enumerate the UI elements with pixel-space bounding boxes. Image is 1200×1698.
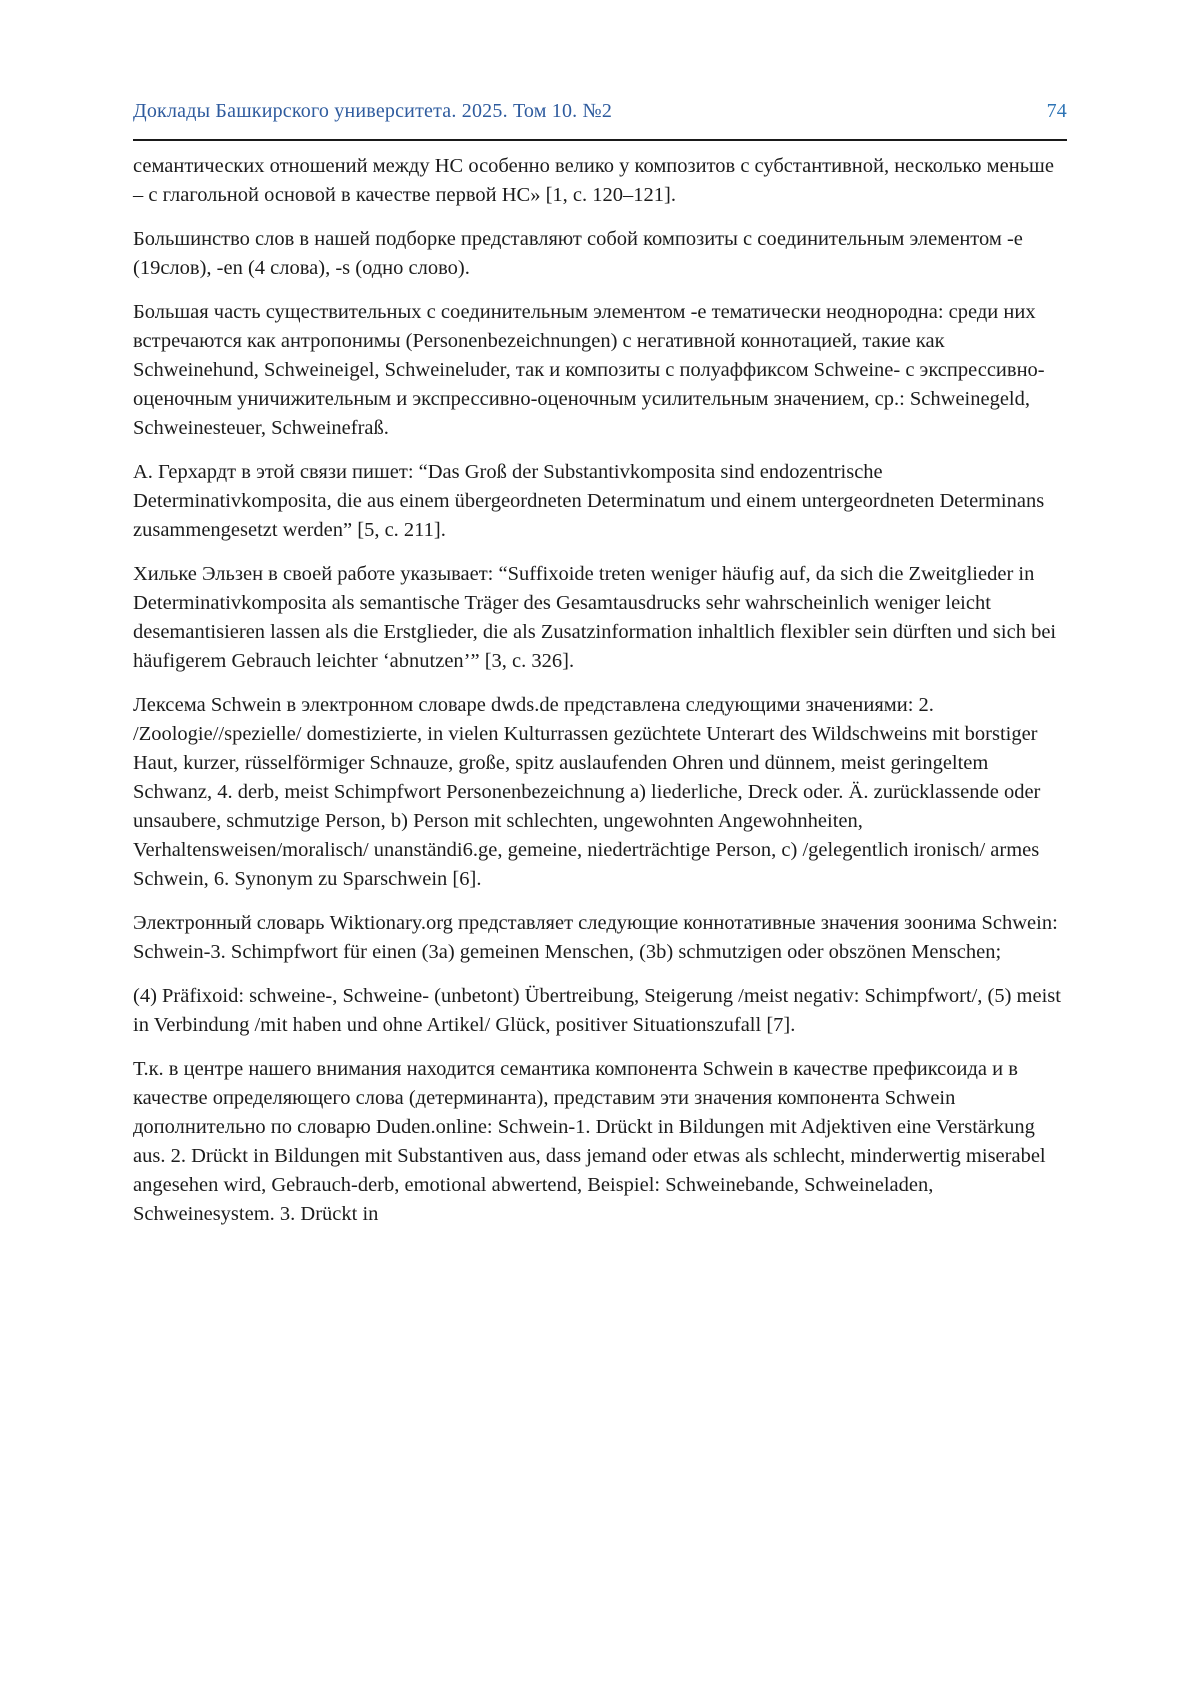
paragraph-2: Большинство слов в нашей подборке представляют собой композиты с соединительным элементом -е (19слов), -en (4 слова), -s (одно слово). bbox=[133, 228, 1023, 279]
page-header bbox=[133, 100, 1067, 123]
paragraph-1: семантических отношений между НС особенно велико у композитов с субстантивной, несколько меньше – с глагольной основой в качестве первой НС» [1, с. 120–121]. bbox=[133, 155, 1054, 206]
article-body bbox=[133, 152, 1067, 1229]
paragraph-4: А. Герхардт в этой связи пишет: “Das Groß der Substantivkomposita sind endozentrische Determinativkomposita, die aus einem übergeordneten Determinatum und einem untergeordneten Determinans zusammengesetzt werden” [5, с. 211]. bbox=[133, 461, 1045, 541]
paragraph-5: Хильке Эльзен в своей работе указывает: “Suffixoide treten weniger häufig auf, da sich die Zweitglieder in Determinativkomposita als semantische Träger des Gesamtausdrucks sehr wahrscheinlich weniger leicht desemantisieren lassen als die Erstglieder, die als Zusatzinformation inhaltlich flexibler sein dürften und sich bei häufigerem Gebrauch leichter ‘abnutzen’” [3, с. 326]. bbox=[133, 563, 1057, 672]
paragraph-3: Большая часть существительных с соединительным элементом -е тематически неоднородна: среди них встречаются как антропонимы (Personenbezeichnungen) с негативной коннотацией, такие как Schweinehund, Schweineigel, Schweineluder, так и композиты с полуаффиксом Schweine- с экспрессивно-оценочным уничижительным и экспрессивно-оценочным усилительным значением, ср.: Schweinegeld, Schweinesteuer, Schweinefraß. bbox=[133, 301, 1045, 439]
paragraph-8: (4) Präfixoid: schweine-, Schweine- (unbetont) Übertreibung, Steigerung /meist negativ: Schimpfwort/, (5) meist in Verbindung /mit haben und ohne Artikel/ Glück, positiver Situationszufall [7]. bbox=[133, 985, 1061, 1036]
journal-title: Доклады Башкирского университета. 2025. Том 10. №2 bbox=[133, 100, 613, 122]
page-number: 74 bbox=[1046, 100, 1067, 122]
paragraph-7: Электронный словарь Wiktionary.org представляет следующие коннотативные значения зоонима Schwein: Schwein-3. Schimpfwort für einen (3a) gemeinen Menschen, (3b) schmutzigen oder obszönen Menschen; bbox=[133, 912, 1058, 963]
header-rule bbox=[133, 139, 1067, 141]
paragraph-9: Т.к. в центре нашего внимания находится семантика компонента Schwein в качестве префиксоида и в качестве определяющего слова (детерминанта), представим эти значения компонента Schwein дополнительно по словарю Duden.online: Schwein-1. Drückt in Bildungen mit Adjektiven eine Verstärkung aus. 2. Drückt in Bildungen mit Substantiven aus, dass jemand oder etwas als schlecht, minderwertig miserabel angesehen wird, Gebrauch-derb, emotional abwertend, Beispiel: Schweinebande, Schweineladen, Schweinesystem. 3. Drückt in bbox=[133, 1058, 1046, 1225]
paragraph-6: Лексема Schwein в электронном словаре dwds.de представлена следующими значениями: 2. /Zoologie//spezielle/ domestizierte, in vielen Kulturrassen gezüchtete Unterart des Wildschweins mit borstiger Haut, kurzer, rüsselförmiger Schnauze, große, spitz auslaufenden Ohren und dünnem, meist geringeltem Schwanz, 4. derb, meist Schimpfwort Personenbezeichnung a) liederliche, Dreck oder. Ä. zurücklassende oder unsaubere, schmutzige Person, b) Person mit schlechten, ungewohnten Angewohnheiten, Verhaltensweisen/moralisch/ unanständi6.ge, gemeine, niederträchtige Person, c) /gelegentlich ironisch/ armes Schwein, 6. Synonym zu Sparschwein [6]. bbox=[133, 694, 1041, 890]
